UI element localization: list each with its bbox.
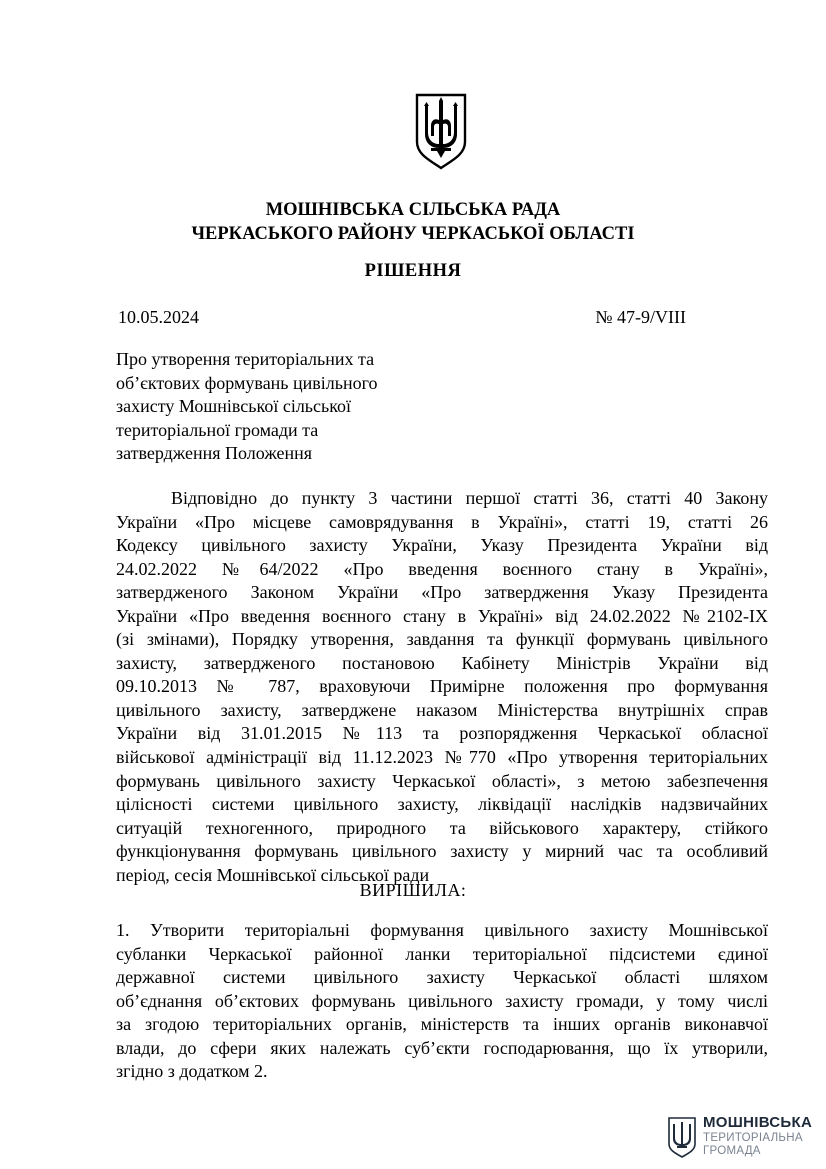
subject-line: Про утворення територіальних та bbox=[116, 349, 375, 369]
item-1-line: згідно з додатком 2. bbox=[116, 1061, 268, 1082]
council-name: МОШНІВСЬКА СІЛЬСЬКА РАДА bbox=[265, 200, 561, 220]
preamble-line: період, сесія Мошнівської сільської ради bbox=[116, 864, 430, 885]
decision-number: № 47-9/VIII bbox=[595, 307, 686, 327]
decision-subject bbox=[116, 348, 436, 466]
subject-line: об’єктових формувань цивільного bbox=[116, 372, 378, 393]
preamble-line: 09.10.2013 № 787, враховуючи Примірне положення про формування bbox=[116, 676, 768, 697]
subject-line: затвердження Положення bbox=[116, 443, 313, 463]
logo-line-3: ГРОМАДА bbox=[703, 1145, 761, 1157]
preamble-line: Відповідно до пункту 3 частини першої статті 36, статті 40 Закону bbox=[171, 488, 768, 508]
logo-line-1: МОШНІВСЬКА bbox=[703, 1114, 813, 1131]
item-1-line: об’єднання об’єктових формувань цивільного захисту громади, у тому числі bbox=[116, 990, 768, 1011]
preamble-line: 24.02.2022 №64/2022 «Про введення воєнного стану в Україні», bbox=[116, 558, 768, 579]
subject-line: захисту Мошнівської сільської bbox=[116, 396, 352, 416]
preamble-line: формувань цивільного захисту Черкаської області», з метою забезпечення bbox=[116, 770, 768, 791]
preamble-line: цілісності системи цивільного захисту, ліквідації наслідків надзвичайних bbox=[116, 794, 768, 815]
preamble-paragraph bbox=[116, 487, 768, 887]
preamble-line: Кодексу цивільного захисту України, Указу Президента України від bbox=[116, 535, 768, 556]
document-type: РІШЕННЯ bbox=[364, 261, 462, 281]
item-1-line: влади, до сфери яких належать суб’єкти господарювання, що їх утворили, bbox=[116, 1037, 768, 1058]
item-1-line: субланки Черкаської районної ланки територіальної підсистеми єдиної bbox=[116, 943, 768, 964]
preamble-line: ситуацій техногенного, природного та військового характеру, стійкого bbox=[116, 817, 768, 838]
preamble-line: цивільного захисту, затверджене наказом Міністерства внутрішніх справ bbox=[116, 699, 768, 720]
preamble-line: України від 31.01.2015 №113 та розпорядження Черкаської обласної bbox=[116, 723, 768, 744]
preamble-line: захисту, затвердженого постановою Кабінету Міністрів України від bbox=[116, 652, 768, 673]
preamble-line: затвердженого Законом України «Про затвердження Указу Президента bbox=[116, 582, 768, 603]
preamble-line: України «Про введення воєнного стану в Україні» від 24.02.2022 №2102-IX bbox=[116, 605, 768, 626]
preamble-line: України «Про місцеве самоврядування в Україні», статті 19, статті 26 bbox=[116, 511, 768, 532]
item-1-line: державної системи цивільного захисту Черкаської області шляхом bbox=[116, 967, 768, 988]
council-district: ЧЕРКАСЬКОГО РАЙОНУ ЧЕРКАСЬКОЇ ОБЛАСТІ bbox=[191, 224, 635, 244]
preamble-line: функціонування формувань цивільного захисту у мирний час та особливий bbox=[116, 841, 768, 862]
item-1-paragraph bbox=[116, 919, 768, 1084]
decided-heading: ВИРІШИЛА: bbox=[359, 880, 467, 900]
subject-line: територіальної громади та bbox=[116, 419, 319, 440]
community-logo bbox=[667, 1114, 817, 1162]
logo-line-2: ТЕРИТОРІАЛЬНА bbox=[703, 1132, 803, 1144]
item-1-line: 1. Утворити територіальні формування цивільного захисту Мошнівської bbox=[116, 920, 768, 940]
decision-date: 10.05.2024 bbox=[118, 307, 199, 327]
trident-logo-icon bbox=[667, 1116, 697, 1158]
item-1-line: за згодою територіальних органів, міністерств та інших органів виконавчої bbox=[116, 1014, 768, 1035]
preamble-line: військової адміністрації від 11.12.2023 №770 «Про утворення територіальних bbox=[116, 747, 768, 768]
preamble-line: (зі змінами), Порядку утворення, завдання та функції формувань цивільного bbox=[116, 629, 768, 650]
trident-icon bbox=[413, 92, 469, 170]
